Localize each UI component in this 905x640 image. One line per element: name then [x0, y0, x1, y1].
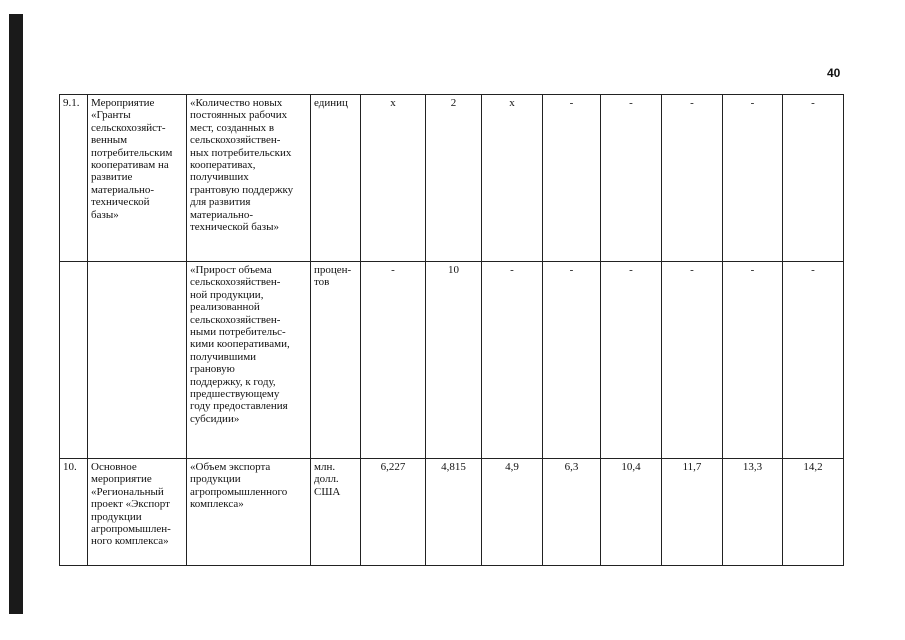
value-cell: x — [482, 95, 543, 262]
value-cell: 10 — [426, 262, 482, 459]
indicator-name: «Объем экспорта продукции агропромышленного комплекса» — [187, 459, 311, 566]
event-name: Основное мероприятие «Региональный проект «Экспорт продукции агропромышлен- ного комплекса» — [88, 459, 187, 566]
value-cell: - — [662, 95, 723, 262]
scan-edge-bar — [9, 14, 23, 614]
row-number: 9.1. — [60, 95, 88, 262]
value-cell: x — [361, 95, 426, 262]
value-cell: - — [361, 262, 426, 459]
value-cell: 4,815 — [426, 459, 482, 566]
value-cell: - — [662, 262, 723, 459]
table-row — [60, 95, 844, 262]
value-cell: - — [601, 95, 662, 262]
row-number: 10. — [60, 459, 88, 566]
event-name: Мероприятие «Гранты сельскохозяйст- венным потребительским кооперативам на развитие материально- технической базы» — [88, 95, 187, 262]
value-cell: - — [543, 95, 601, 262]
unit-cell: единиц — [311, 95, 361, 262]
page-number: 40 — [827, 66, 841, 80]
indicator-name: «Количество новых постоянных рабочих мест, созданных в сельскохозяйствен- ных потребительских кооперативах, получивших грантовую поддержку для развития материально- технической базы» — [187, 95, 311, 262]
event-name — [88, 262, 187, 459]
value-cell: - — [783, 262, 844, 459]
value-cell: - — [723, 262, 783, 459]
value-cell: - — [482, 262, 543, 459]
value-cell: - — [723, 95, 783, 262]
value-cell: 14,2 — [783, 459, 844, 566]
unit-cell: процен- тов — [311, 262, 361, 459]
value-cell: 2 — [426, 95, 482, 262]
indicator-table — [59, 94, 844, 566]
table-row — [60, 459, 844, 566]
row-number — [60, 262, 88, 459]
value-cell: 13,3 — [723, 459, 783, 566]
value-cell: - — [601, 262, 662, 459]
value-cell: 10,4 — [601, 459, 662, 566]
value-cell: 4,9 — [482, 459, 543, 566]
value-cell: - — [783, 95, 844, 262]
value-cell: 11,7 — [662, 459, 723, 566]
unit-cell: млн. долл. США — [311, 459, 361, 566]
value-cell: 6,3 — [543, 459, 601, 566]
value-cell: - — [543, 262, 601, 459]
value-cell: 6,227 — [361, 459, 426, 566]
indicator-name: «Прирост объема сельскохозяйствен- ной продукции, реализованной сельскохозяйствен- ными потребительс- кими кооперативами, получившими грановую поддержку, к году, предшествующему году предоставления субсидии» — [187, 262, 311, 459]
table-row — [60, 262, 844, 459]
